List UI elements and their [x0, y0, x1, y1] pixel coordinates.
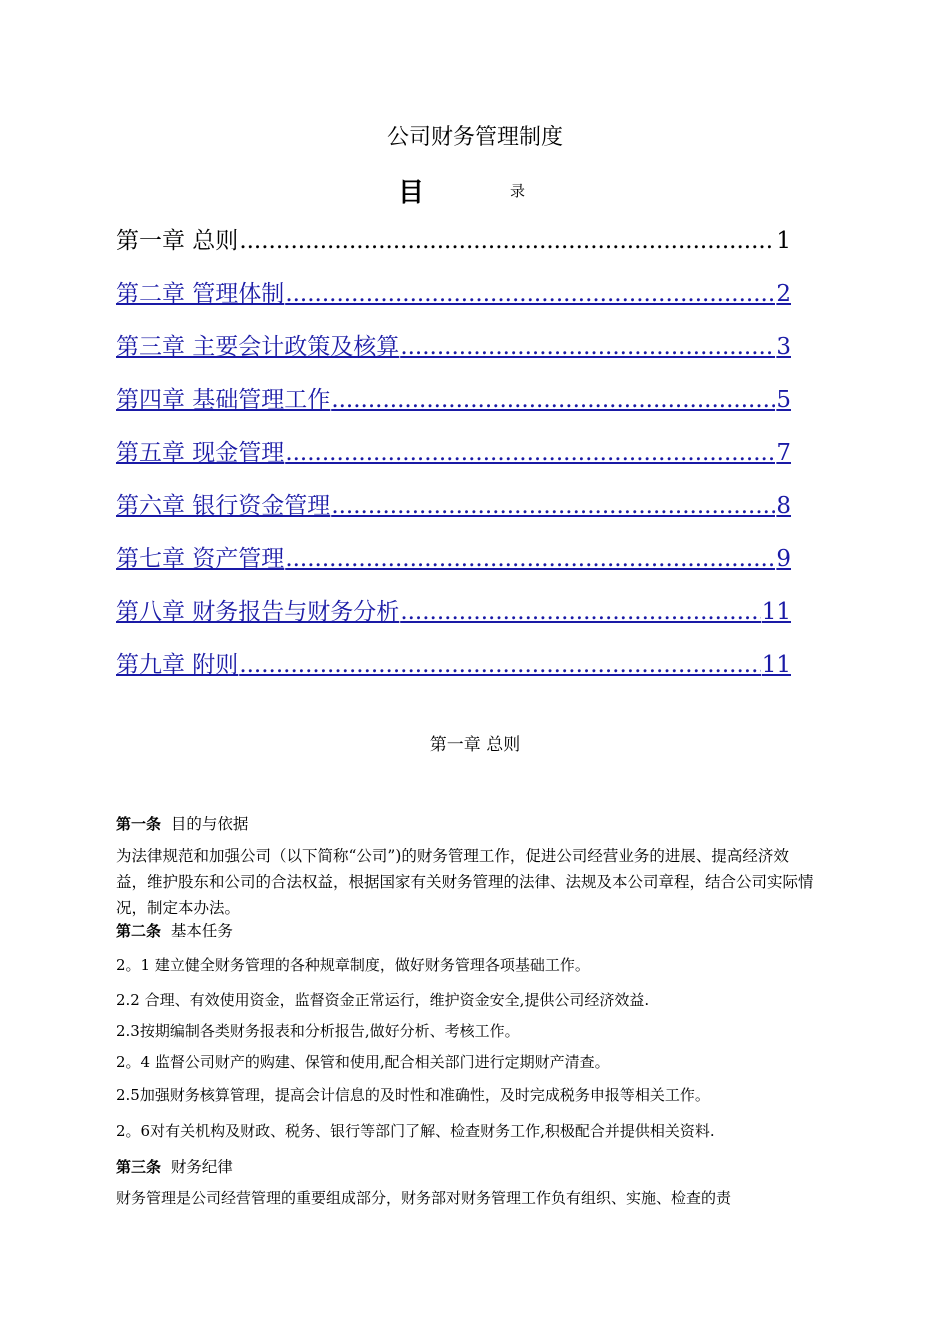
toc-entry-4[interactable]: [116, 381, 791, 434]
toc-leader: [331, 387, 775, 413]
toc-leader: [285, 440, 775, 466]
article-3-heading: [116, 1155, 233, 1177]
article-2-heading: [116, 919, 233, 941]
toc-entry-title: 第八章 财务报告与财务分析: [116, 599, 400, 625]
toc-entry-title: 第五章 现金管理: [116, 440, 285, 466]
toc-entry-page: 7: [776, 440, 791, 466]
toc-leader: [239, 228, 775, 254]
list-item: 2.3按期编制各类财务报表和分析报告,做好分析、考核工作。: [116, 1022, 520, 1040]
list-item: 2。4 监督公司财产的购建、保管和使用,配合相关部门进行定期财产清查。: [116, 1053, 610, 1071]
toc-entry-title: 第六章 银行资金管理: [116, 493, 331, 519]
toc-entry-8[interactable]: [116, 593, 791, 646]
toc-entry-page: 1: [776, 228, 791, 254]
toc-entry-page: 3: [776, 334, 791, 360]
article-label: 第二条: [116, 922, 162, 940]
toc-leader: [400, 599, 760, 625]
toc-leader: [331, 493, 775, 519]
toc-entry-title: 第四章 基础管理工作: [116, 387, 331, 413]
article-label: 第一条: [116, 815, 162, 833]
list-item: 2.2 合理、有效使用资金，监督资金正常运行，维护资金安全,提供公司经济效益.: [116, 991, 650, 1009]
toc-entry-title: 第二章 管理体制: [116, 281, 285, 307]
toc-entry-9[interactable]: [116, 646, 791, 699]
toc-entry-page: 11: [761, 599, 791, 625]
toc-entry-title: 第一章 总则: [116, 228, 239, 254]
toc-entry-title: 第九章 附则: [116, 652, 239, 678]
toc-leader: [239, 652, 760, 678]
article-title: 基本任务: [170, 922, 233, 940]
toc-heading-mu: 目: [398, 178, 425, 208]
toc-entry-page: 11: [761, 652, 791, 678]
toc-entry-7[interactable]: [116, 540, 791, 593]
toc-heading-lu: 录: [510, 182, 526, 200]
toc-entry-title: 第三章 主要会计政策及核算: [116, 334, 400, 360]
toc-leader: [285, 281, 775, 307]
toc-entry-1[interactable]: [116, 222, 791, 275]
toc-entry-page: 5: [776, 387, 791, 413]
toc-entry-5[interactable]: [116, 434, 791, 487]
toc-entry-6[interactable]: [116, 487, 791, 540]
toc-entry-page: 2: [776, 281, 791, 307]
toc-entry-page: 8: [776, 493, 791, 519]
toc-entry-3[interactable]: [116, 328, 791, 381]
toc-entry-title: 第七章 资产管理: [116, 546, 285, 572]
chapter-heading: 第一章 总则: [429, 735, 521, 755]
article-1-body: 为法律规范和加强公司（以下简称“公司”)的财务管理工作，促进公司经营业务的进展、提高经济效益，维护股东和公司的合法权益，根据国家有关财务管理的法律、法规及本公司章程，结合公司实际情况，制定本办法。: [116, 847, 814, 917]
article-1-heading: [116, 812, 248, 834]
list-item: 2。6对有关机构及财政、税务、银行等部门了解、检查财务工作,积极配合并提供相关资料.: [116, 1122, 715, 1140]
document-title: 公司财务管理制度: [386, 125, 563, 150]
toc-leader: [400, 334, 775, 360]
table-of-contents: [116, 222, 791, 699]
toc-heading: [0, 170, 950, 210]
list-item: 2.5加强财务核算管理，提高会计信息的及时性和准确性，及时完成税务申报等相关工作。: [116, 1086, 710, 1104]
list-item: 2。1 建立健全财务管理的各种规章制度，做好财务管理各项基础工作。: [116, 956, 590, 974]
article-3-body: 财务管理是公司经营管理的重要组成部分，财务部对财务管理工作负有组织、实施、检查的责: [116, 1189, 732, 1207]
article-title: 财务纪律: [170, 1158, 233, 1176]
toc-entry-page: 9: [776, 546, 791, 572]
article-label: 第三条: [116, 1158, 162, 1176]
toc-leader: [285, 546, 775, 572]
article-title: 目的与依据: [170, 815, 249, 833]
toc-entry-2[interactable]: [116, 275, 791, 328]
